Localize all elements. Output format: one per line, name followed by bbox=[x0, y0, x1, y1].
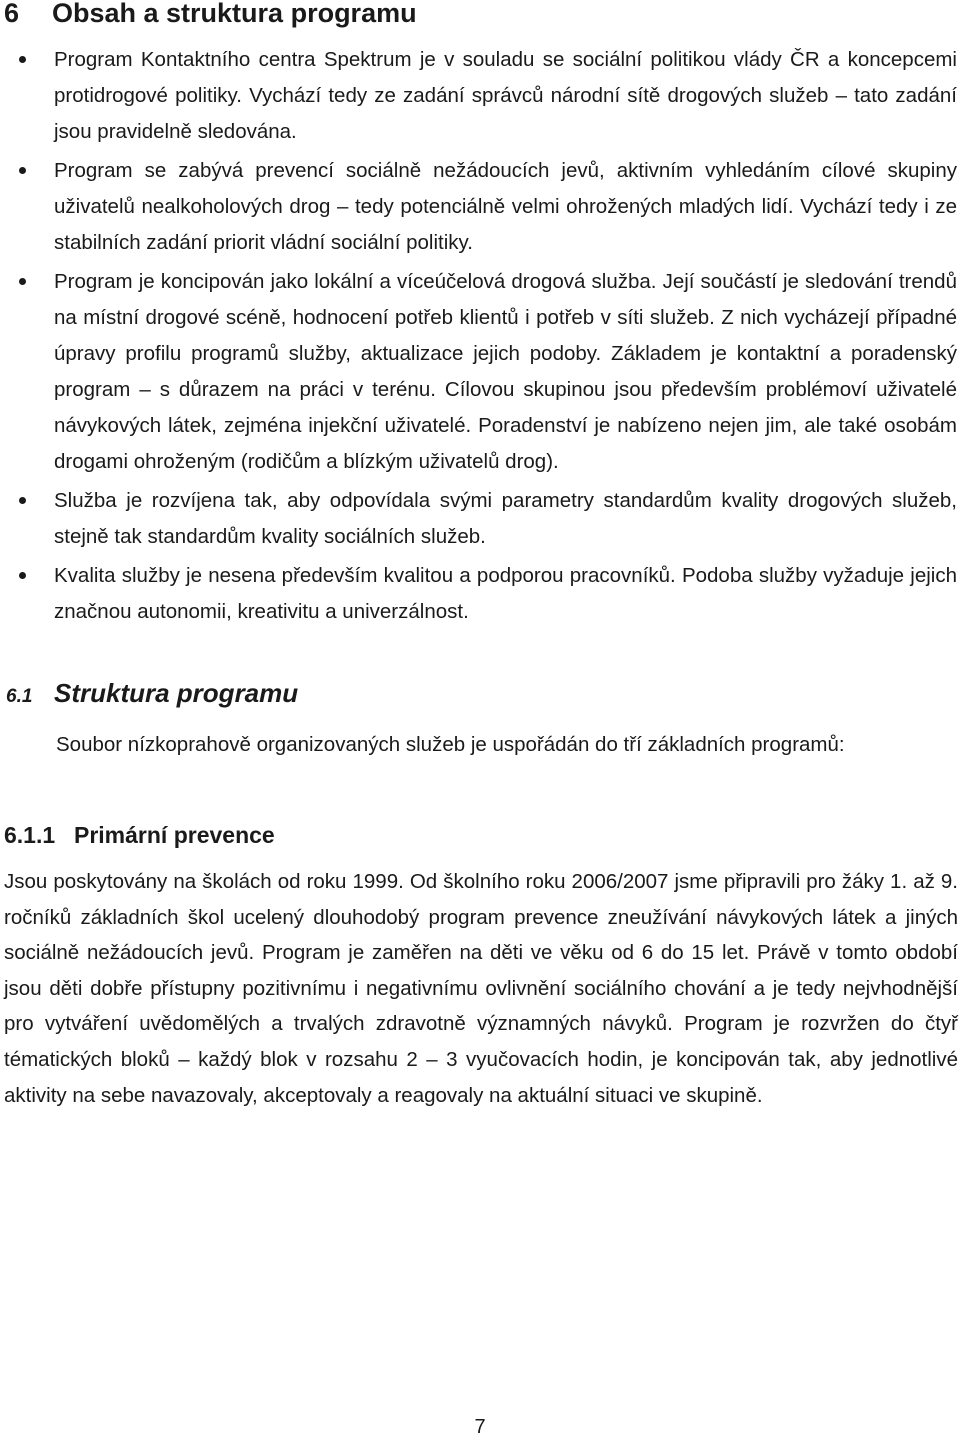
page-number: 7 bbox=[474, 1416, 486, 1438]
section-title: Obsah a struktura programu bbox=[52, 0, 417, 28]
section-heading bbox=[4, 0, 417, 29]
subsection-number: 6.1 bbox=[6, 686, 33, 707]
subsubsection-number: 6.1.1 bbox=[4, 822, 56, 848]
bullet-text: Služba je rozvíjena tak, aby odpovídala svými parametry standardům kvality drogových služeb, stejně tak standardům kvality sociálních služeb. bbox=[54, 489, 957, 548]
bullet-icon bbox=[19, 167, 26, 174]
bullet-icon bbox=[19, 572, 26, 579]
subsection-title: Struktura programu bbox=[54, 678, 299, 708]
bullet-icon bbox=[19, 56, 26, 63]
bullet-icon bbox=[19, 278, 26, 285]
bullet-list bbox=[0, 42, 960, 633]
bullet-icon bbox=[19, 497, 26, 504]
bullet-item bbox=[0, 264, 957, 480]
bullet-text: Program se zabývá prevencí sociálně nežádoucích jevů, aktivním vyhledáním cílové skupiny uživatelů nealkoholových drog – tedy potenciálně velmi ohrožených mladých lidí. Vychází tedy i ze stabilních zadání priorit vládní sociální politiky. bbox=[54, 159, 957, 254]
bullet-text: Program Kontaktního centra Spektrum je v souladu se sociální politikou vlády ČR a koncepcemi protidrogové politiky. Vychází tedy ze zadání správců národní sítě drogových služeb – tato zadání jsou pravidelně sledována. bbox=[54, 48, 957, 143]
bullet-item bbox=[0, 558, 957, 630]
subsubsection-heading bbox=[4, 822, 275, 849]
bullet-item bbox=[0, 483, 957, 555]
section-number: 6 bbox=[4, 0, 20, 28]
bullet-text: Kvalita služby je nesena především kvalitou a podporou pracovníků. Podoba služby vyžaduje jejich značnou autonomii, kreativitu a univerzálnost. bbox=[54, 564, 957, 623]
body-paragraph: Jsou poskytovány na školách od roku 1999. Od školního roku 2006/2007 jsme připravili pro žáky 1. až 9. ročníků základních škol ucelený dlouhodobý program prevence zneužívání návykových látek a jiných sociálně nežádoucích jevů. Program je zaměřen na děti ve věku od 6 do 15 let. Právě v tomto období jsou děti dobře přístupny pozitivnímu i negativnímu ovlivnění sociálního chování a je tedy nejvhodnější pro vytváření uvědomělých a trvalých zdravotně významných návyků. Program je rozvržen do čtyř tématických bloků – každý blok v rozsahu 2 – 3 vyučovacích hodin, je koncipován tak, aby jednotlivé aktivity na sebe navazovaly, akceptovaly a reagovaly na aktuální situaci ve skupině. bbox=[4, 870, 958, 1107]
subsubsection-title: Primární prevence bbox=[74, 822, 275, 848]
intro-paragraph: Soubor nízkoprahově organizovaných služeb je uspořádán do tří základních programů: bbox=[56, 733, 845, 756]
bullet-item bbox=[0, 153, 957, 261]
bullet-text: Program je koncipován jako lokální a víceúčelová drogová služba. Její součástí je sledování trendů na místní drogové scéně, hodnocení potřeb klientů i potřeb v síti služeb. Z nich vycházejí případné úpravy profilu programů služby, aktualizace jejich podoby. Základem je kontaktní a poradenský program – s důrazem na práci v terénu. Cílovou skupinou jsou především problémoví uživatelé návykových látek, zejména injekční uživatelé. Poradenství je nabízeno nejen jim, ale také osobám drogami ohroženým (rodičům a blízkým uživatelů drog). bbox=[54, 270, 957, 473]
bullet-item bbox=[0, 42, 957, 150]
subsection-heading bbox=[6, 678, 298, 709]
